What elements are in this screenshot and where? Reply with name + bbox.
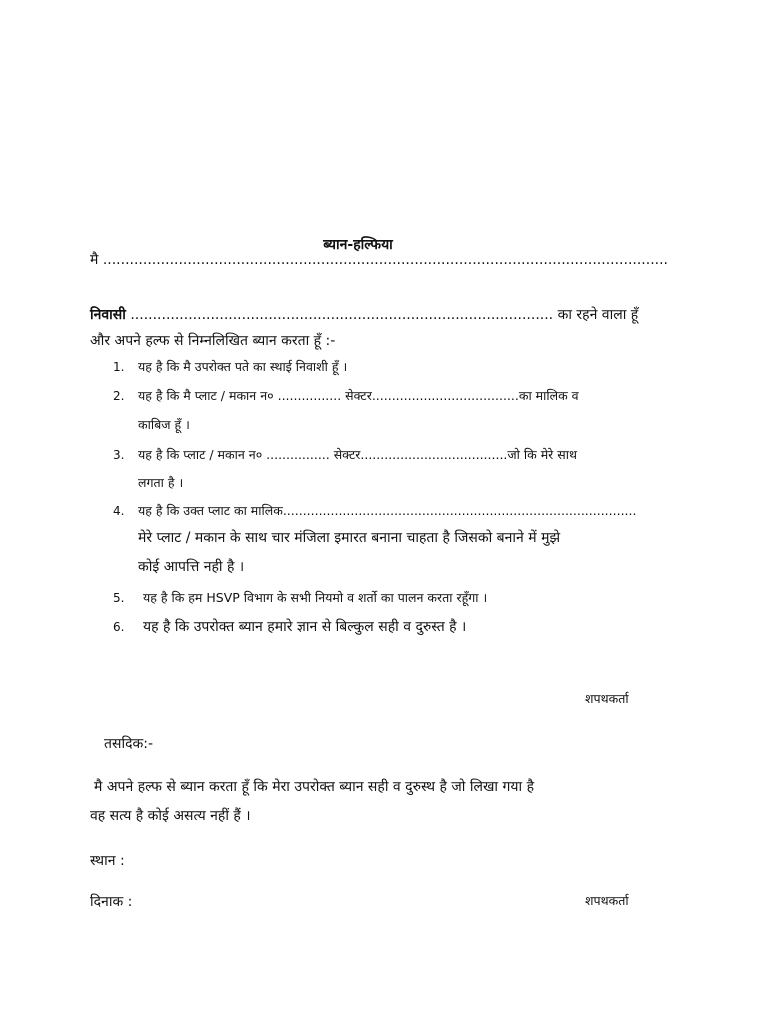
item-number: 1. — [113, 360, 125, 374]
item-number: 6. — [113, 620, 125, 634]
item-line: मेरे प्लाट / मकान के साथ चार मंजिला इमारत बनाना चाहता है जिसको बनाने में मुझे — [138, 530, 561, 546]
item-line: यह है कि प्लाट / मकान न० ................ सेक्टर.....................................जो कि मेरे साथ — [138, 447, 577, 462]
deponent-signature-top: शपथकर्ता — [585, 691, 629, 706]
deponent-signature-bottom: शपथकर्ता — [585, 893, 629, 908]
item-number: 4. — [113, 504, 125, 518]
item-line: काबिज हूँ । — [138, 417, 190, 432]
verification-line: मै अपने हल्फ से ब्यान करता हूँ कि मेरा उपरोक्त ब्यान सही व दुरुस्थ है जो लिखा गया है — [94, 779, 535, 795]
item-line: यह है कि उपरोक्त ब्यान हमारे ज्ञान से बिल्कुल सही व दुरुस्त है । — [143, 619, 467, 635]
verification-label: तसदिक:- — [104, 736, 154, 752]
residence-label: निवासी — [90, 307, 126, 323]
residence-tail: का रहने वाला हूँ — [557, 307, 639, 323]
intro-line: और अपने हल्फ से निम्नलिखित ब्यान करता हूँ :- — [90, 333, 336, 349]
item-number: 5. — [113, 591, 125, 605]
item-line: यह है कि हम HSVP विभाग के सभी नियमो व शर्तो का पालन करता रहूँगा । — [143, 590, 488, 605]
item-line: लगता है । — [138, 475, 184, 490]
residence-line — [90, 305, 638, 324]
place-label: स्थान : — [90, 853, 125, 869]
residence-dots: ............................................................................................... — [130, 307, 554, 323]
item-line: यह है कि मै प्लाट / मकान न० ................ सेक्टर.....................................का मालिक व — [138, 388, 579, 403]
document-title: ब्यान-हल्फिया — [323, 237, 393, 253]
item-line: कोई आपत्ति नही है । — [138, 559, 245, 575]
item-line: यह है कि उक्त प्लाट का मालिक......................................................................................... — [138, 503, 637, 518]
item-number: 3. — [113, 448, 125, 462]
verification-line: वह सत्य है कोई असत्य नहीं हैं । — [90, 808, 251, 824]
name-line: मै ............................................................................................................................... — [90, 252, 668, 268]
item-line: यह है कि मै उपरोक्त पते का स्थाई निवाशी हूँ । — [138, 359, 348, 374]
date-label: दिनाक : — [90, 894, 133, 910]
item-number: 2. — [113, 389, 125, 403]
